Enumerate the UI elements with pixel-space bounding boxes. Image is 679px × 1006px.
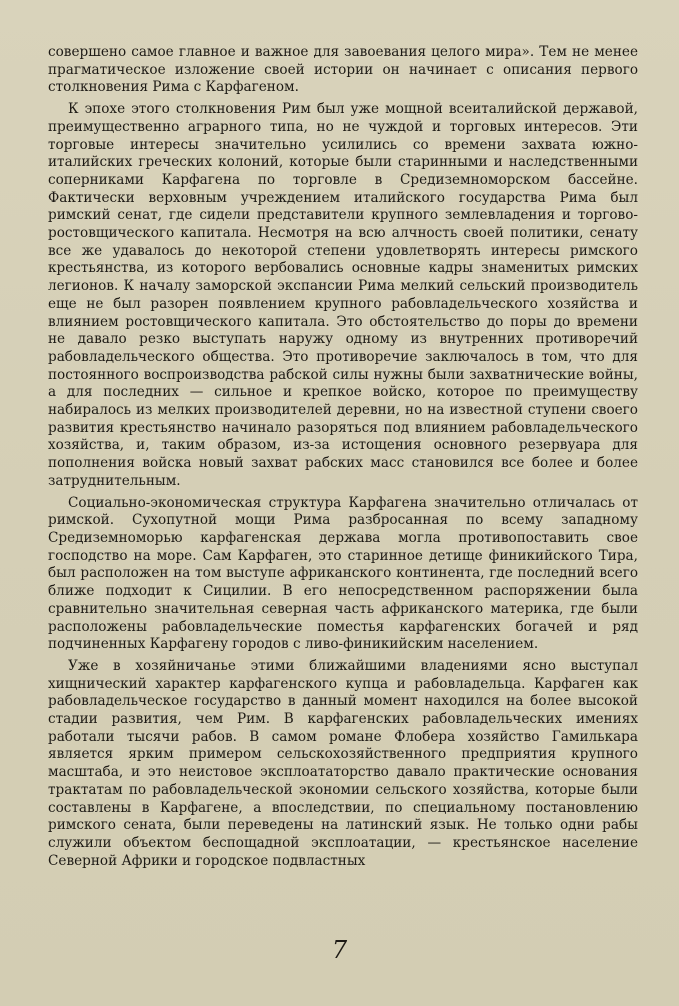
paragraph: Уже в хозяйничанье этими ближайшими владениями ясно выступал хищнический характер карфагенского купца и рабовладельца. Карфаген как рабовладельческое государство в данный момент находился на более высокой стадии развития, чем Рим. В карфагенских рабовладельческих имениях работали тысячи рабов. В самом романе Флобера хозяйство Гамилькара является ярким примером сельскохозяйственного предприятия крупного масштаба, и это неистовое эксплоататорство давало практические основания трактатам по рабовладельческой экономии сельского хозяйства, которые были составлены в Карфагене, а впоследствии, по специальному постановлению римского сената, были переведены на латинский язык. Не только одни рабы служили объектом беспощадной эксплоатации, — крестьянское население Северной Африки и городское подвластных bbox=[48, 657, 638, 869]
paragraph-continued: совершено самое главное и важное для завоевания целого мира». Тем не менее прагматическое изложение своей истории он начинает с описания первого столкновения Рима с Карфагеном. bbox=[48, 44, 638, 96]
page-number: 7 bbox=[331, 936, 348, 964]
body-text bbox=[48, 44, 638, 870]
paragraph: К эпохе этого столкновения Рим был уже мощной всеиталийской державой, преимущественно аграрного типа, но не чуждой и торговых интересов. Эти торговые интересы значительно усилились со времени захвата южно-италийских греческих колоний, которые были старинными и наследственными соперниками Карфагена по торговле в Средиземноморском бассейне. Фактически верховным учреждением италийского государства Рима был римский сенат, где сидели представители крупного землевладения и торгово-ростовщического капитала. Несмотря на всю алчность своей политики, сенату все же удавалось до некоторой степени удовлетворять интересы римского крестьянства, из которого вербовались основные кадры знаменитых римских легионов. К началу заморской экспансии Рима мелкий сельский производитель еще не был разорен появлением крупного рабовладельческого хозяйства и влиянием ростовщического капитала. Это обстоятельство до поры до времени не давало резко выступать наружу одному из внутренних противоречий рабовладельческого общества. Это противоречие заключалось в том, что для постоянного воспроизводства рабской силы нужны были захватнические войны, а для последних — сильное и крепкое войско, которое по преимуществу набиралось из мелких производителей деревни, но на известной ступени своего развития крестьянство начинало разоряться под влиянием рабовладельческого хозяйства, и, таким образом, из-за истощения основного резервуара для пополнения войска новый захват рабских масс становился все более и более затруднительным. bbox=[48, 101, 638, 489]
paragraph: Социально-экономическая структура Карфагена значительно отличалась от римской. Сухопутной мощи Рима разбросанная по всему западному Средиземноморью карфагенская держава могла противопоставить свое господство на море. Сам Карфаген, это старинное детище финикийского Тира, был расположен на том выступе африканского континента, где последний всего ближе подходит к Сицилии. В его непосредственном распоряжении была сравнительно значительная северная часть африканского материка, где были расположены рабовладельческие поместья карфагенских богачей и ряд подчиненных Карфагену городов с ливо-финикийским населением. bbox=[48, 494, 638, 653]
